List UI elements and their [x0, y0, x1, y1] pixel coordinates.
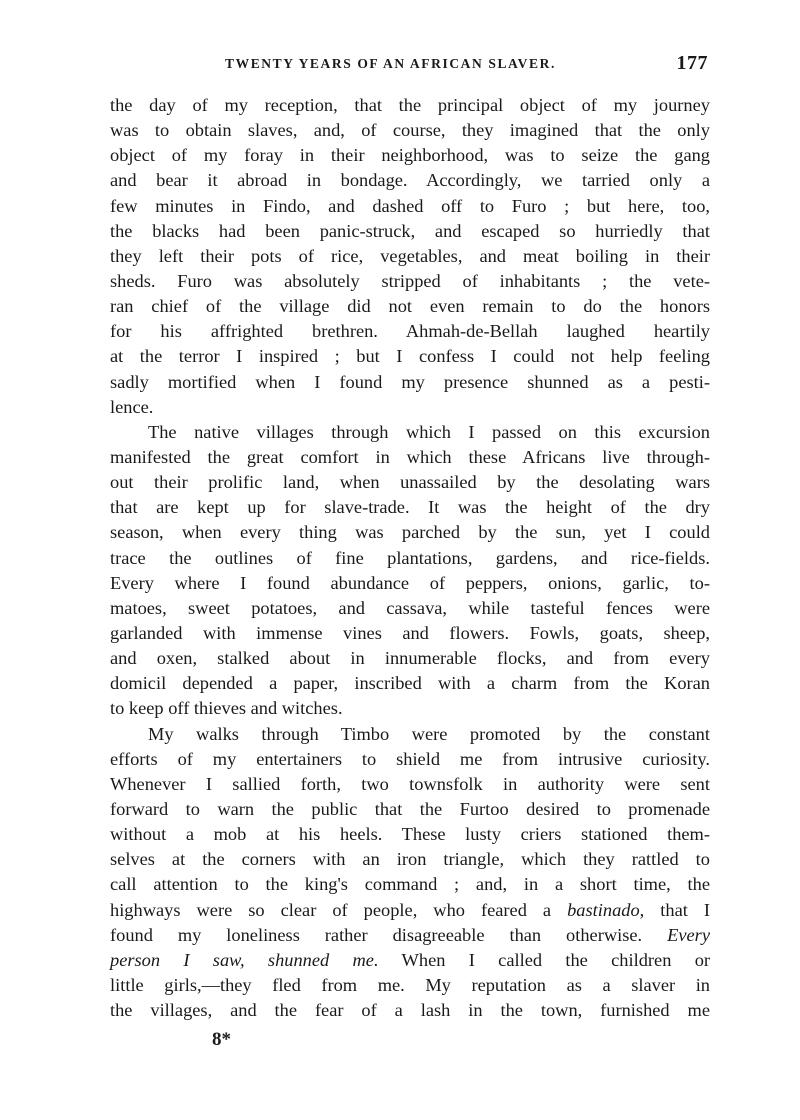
text-line: Every where I found abundance of peppers, onions, garlic, to- [110, 572, 710, 593]
text-line: to keep off thieves and witches. [110, 698, 343, 719]
text-line: found my loneliness rather disagreeable than otherwise. Every [110, 924, 710, 945]
text-line: and bear it abroad in bondage. Accordingly, we tarried only a [110, 170, 710, 191]
text-line: Whenever I sallied forth, two townsfolk in authority were sent [110, 773, 710, 794]
text-line: selves at the corners with an iron triangle, which they rattled to [110, 849, 710, 870]
text-line: manifested the great comfort in which these Africans live through- [110, 446, 710, 467]
text-line: call attention to the king's command ; and, in a short time, the [110, 874, 710, 895]
text-line: the villages, and the fear of a lash in the town, furnished me [110, 1000, 710, 1021]
text-line: little girls,—they fled from me. My reputation as a slaver in [110, 974, 710, 995]
text-line: person I saw, shunned me. When I called the children or [110, 949, 711, 970]
text-line: at the terror I inspired ; but I confess I could not help feeling [110, 346, 710, 367]
body-text [110, 93, 710, 1023]
text-line: sadly mortified when I found my presence shunned as a pesti- [110, 371, 710, 392]
text-line: lence. [110, 396, 154, 417]
text-line: efforts of my entertainers to shield me from intrusive curiosity. [110, 748, 710, 769]
text-line: matoes, sweet potatoes, and cassava, while tasteful fences were [110, 597, 710, 618]
text-line: without a mob at his heels. These lusty criers stationed them- [110, 824, 710, 845]
text-line: highways were so clear of people, who feared a bastinado, that I [110, 899, 710, 920]
text-line: forward to warn the public that the Furtoo desired to promenade [110, 798, 710, 819]
text-line: The native villages through which I passed on this excursion [148, 421, 710, 442]
text-line: that are kept up for slave-trade. It was the height of the dry [110, 497, 710, 518]
text-line: sheds. Furo was absolutely stripped of inhabitants ; the vete- [110, 270, 710, 291]
text-line: was to obtain slaves, and, of course, they imagined that the only [110, 120, 710, 141]
text-line: out their prolific land, when unassailed by the desolating wars [110, 472, 710, 493]
text-line: they left their pots of rice, vegetables, and meat boiling in their [110, 245, 710, 266]
text-line: object of my foray in their neighborhood, was to seize the gang [110, 145, 710, 166]
text-line: trace the outlines of fine plantations, gardens, and rice-fields. [110, 547, 710, 568]
text-line: garlanded with immense vines and flowers. Fowls, goats, sheep, [110, 622, 710, 643]
text-line: for his affrighted brethren. Ahmah-de-Bellah laughed heartily [110, 321, 710, 342]
text-line: the day of my reception, that the principal object of my journey [110, 95, 710, 115]
running-head [110, 52, 710, 76]
page-number: 177 [676, 52, 708, 74]
text-line: domicil depended a paper, inscribed with a charm from the Koran [110, 673, 710, 694]
text-line: ran chief of the village did not even remain to do the honors [110, 296, 710, 317]
text-line: the blacks had been panic-struck, and escaped so hurriedly that [110, 220, 710, 241]
text-line: season, when every thing was parched by the sun, yet I could [110, 522, 710, 543]
running-title: TWENTY YEARS OF AN AFRICAN SLAVER. [225, 56, 556, 71]
text-line: and oxen, stalked about in innumerable flocks, and from every [110, 648, 710, 669]
text-line: My walks through Timbo were promoted by the constant [148, 723, 710, 744]
signature-mark: 8* [212, 1029, 231, 1050]
text-line: few minutes in Findo, and dashed off to Furo ; but here, too, [110, 195, 710, 216]
